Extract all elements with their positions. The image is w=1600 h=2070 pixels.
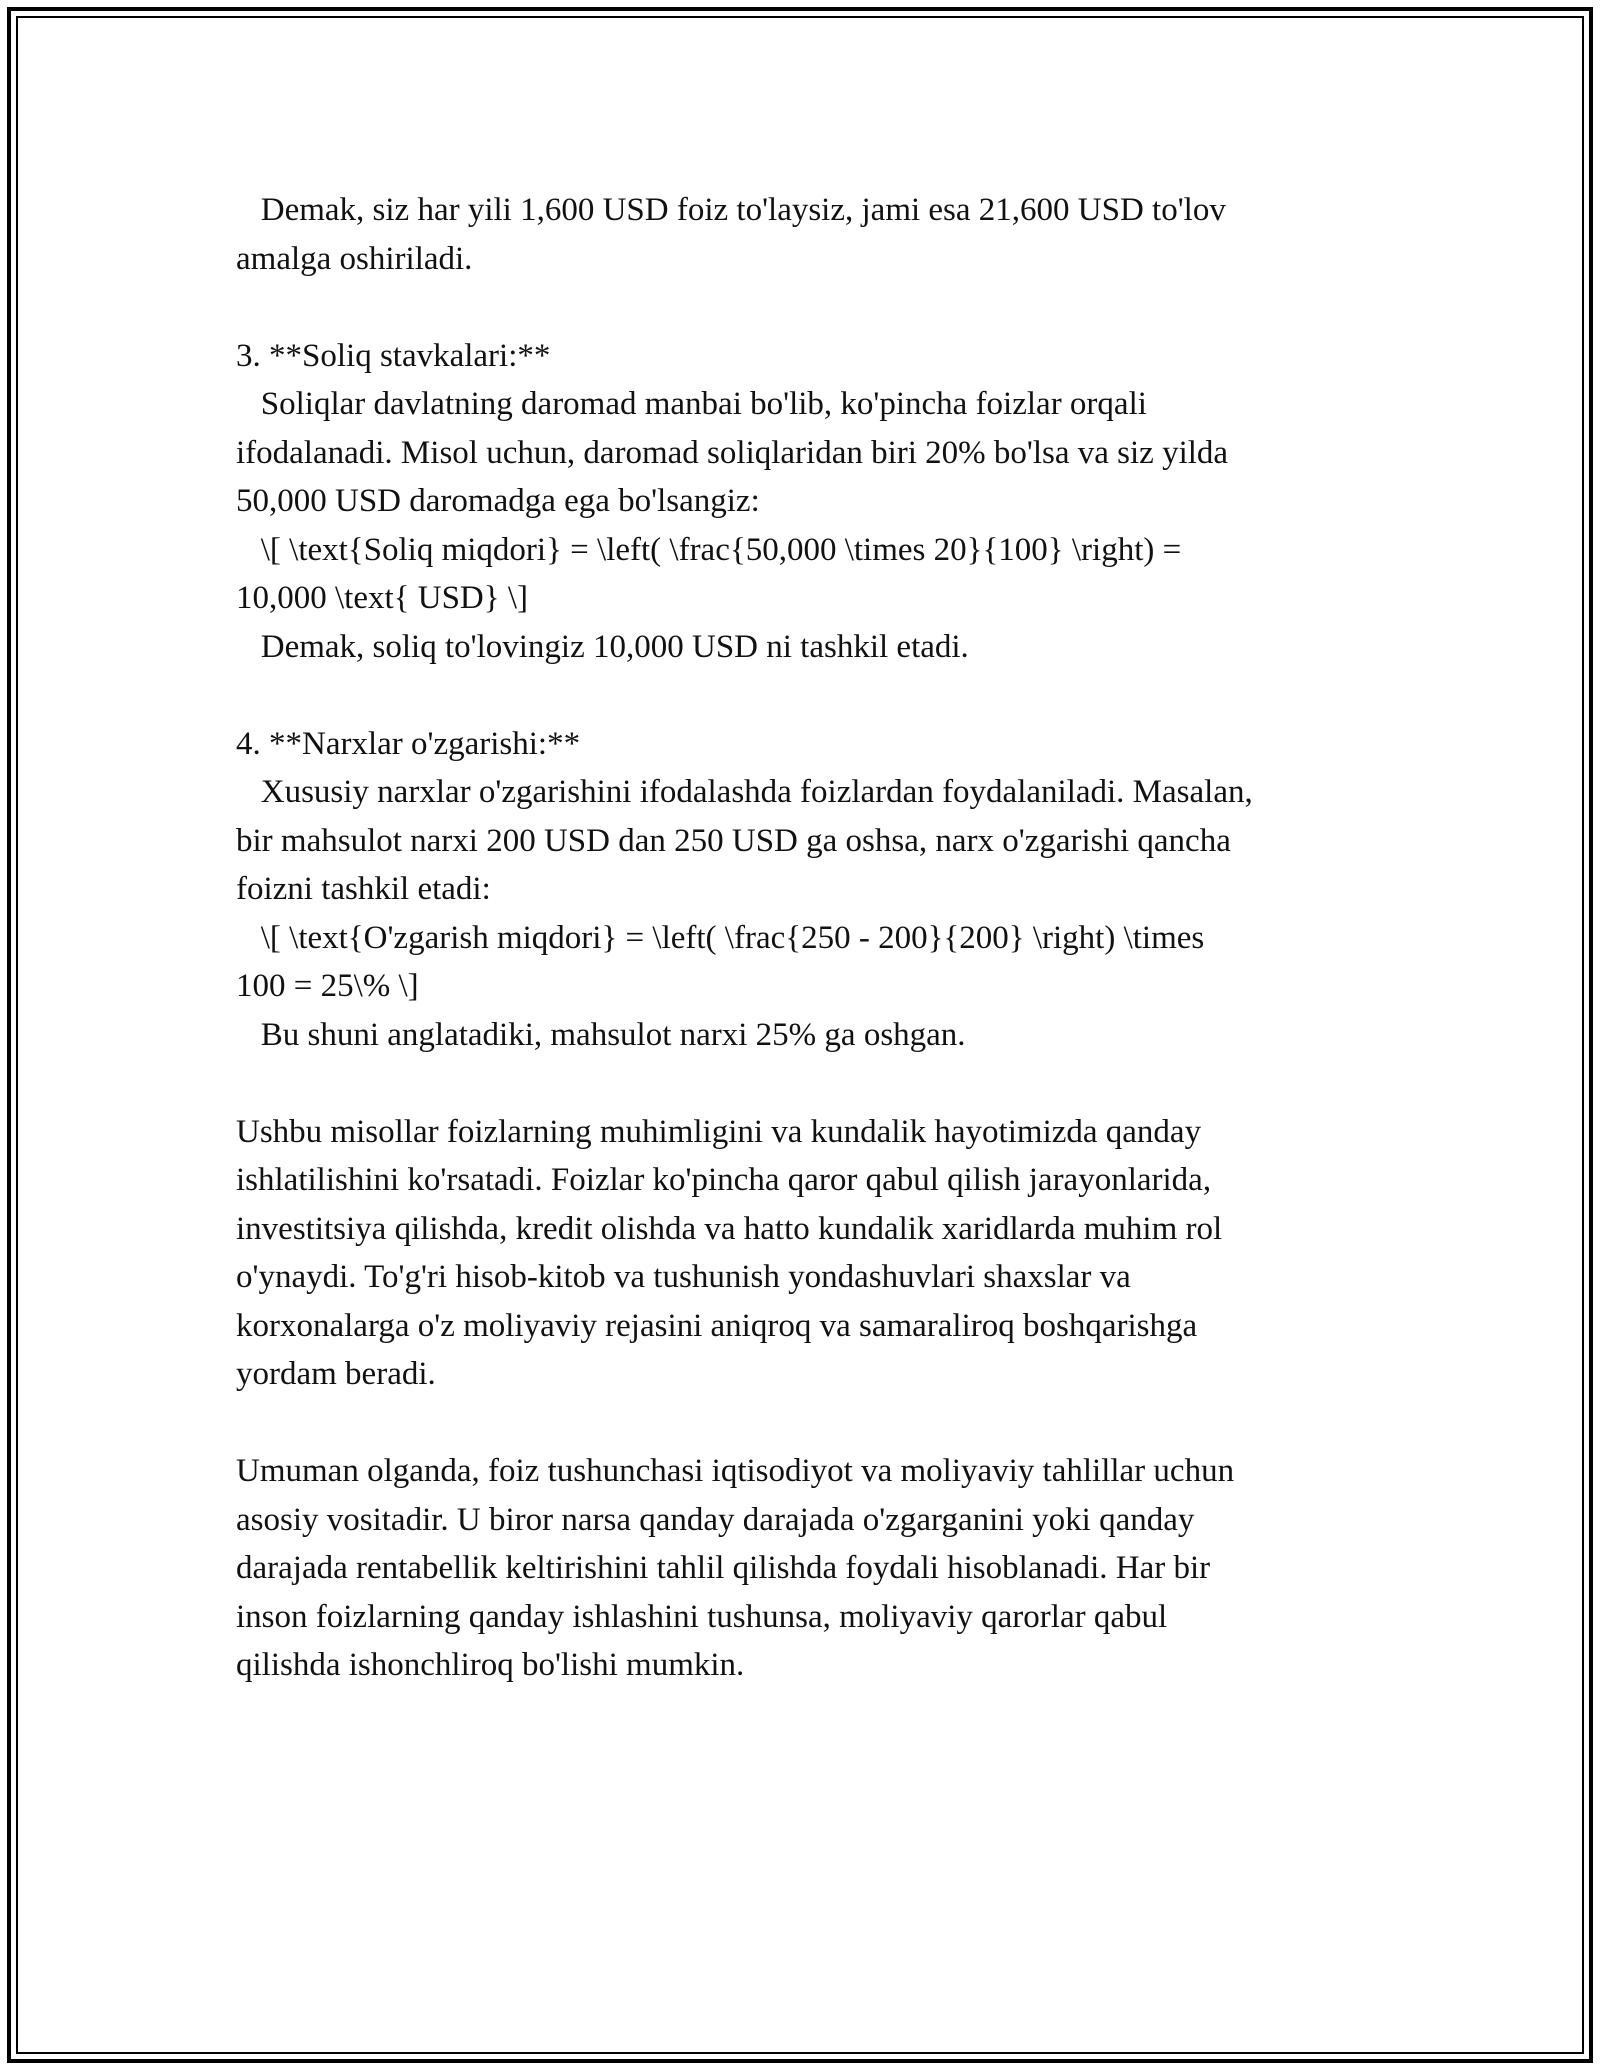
- section-price-changes: [236, 720, 1386, 1060]
- section-heading: 4. **Narxlar o'zgarishi:**: [236, 725, 581, 762]
- section-heading: 3. **Soliq stavkalari:**: [236, 337, 551, 374]
- text-line: darajada rentabellik keltirishini tahlil qilishda foydali hisoblanadi. Har bir: [236, 1550, 1211, 1586]
- text-line: inson foizlarning qanday ishlashini tushunsa, moliyaviy qarorlar qabul: [236, 1598, 1168, 1635]
- paragraph-spacer: [236, 1399, 1386, 1448]
- paragraph-conclusion: [236, 1447, 1386, 1690]
- text-line: ishlatilishini ko'rsatadi. Foizlar ko'pincha qaror qabul qilish jarayonlarida,: [236, 1162, 1212, 1198]
- text-line: Demak, soliq to'lovingiz 10,000 USD ni tashkil etadi.: [236, 628, 969, 665]
- paragraph-spacer: [236, 283, 1386, 332]
- paragraph-spacer: [236, 1059, 1386, 1108]
- text-line: bir mahsulot narxi 200 USD dan 250 USD ga oshsa, narx o'zgarishi qancha: [236, 822, 1231, 859]
- formula-line: 100 = 25\% \]: [236, 968, 419, 1004]
- text-line: investitsiya qilishda, kredit olishda va hatto kundalik xaridlarda muhim rol: [236, 1210, 1223, 1247]
- text-line: Demak, siz har yili 1,600 USD foiz to'laysiz, jami esa 21,600 USD to'lov: [236, 192, 1226, 228]
- text-line: korxonalarga o'z moliyaviy rejasini aniqroq va samaraliroq boshqarishga: [236, 1307, 1198, 1344]
- paragraph-spacer: [236, 671, 1386, 720]
- text-line: amalga oshiriladi.: [236, 240, 473, 277]
- text-line: Soliqlar davlatning daromad manbai bo'lib, ko'pincha foizlar orqali: [236, 386, 1147, 422]
- paragraph-intro: [236, 186, 1386, 283]
- text-line: foizni tashkil etadi:: [236, 871, 491, 907]
- formula-line: \[ \text{O'zgarish miqdori} = \left( \frac{250 - 200}{200} \right) \times: [236, 919, 1205, 956]
- paragraph-examples: [236, 1108, 1386, 1399]
- formula-line: 10,000 \text{ USD} \]: [236, 580, 529, 616]
- text-line: 50,000 USD daromadga ega bo'lsangiz:: [236, 483, 760, 519]
- text-line: Umuman olganda, foiz tushunchasi iqtisodiyot va moliyaviy tahlillar uchun: [236, 1453, 1235, 1489]
- text-line: asosiy vositadir. U biror narsa qanday darajada o'zgarganini yoki qanday: [236, 1501, 1195, 1538]
- formula-line: \[ \text{Soliq miqdori} = \left( \frac{50,000 \times 20}{100} \right) =: [236, 531, 1182, 568]
- document-body: [236, 186, 1386, 1690]
- text-line: Ushbu misollar foizlarning muhimligini va kundalik hayotimizda qanday: [236, 1113, 1202, 1150]
- text-line: Bu shuni anglatadiki, mahsulot narxi 25% ga oshgan.: [236, 1016, 966, 1053]
- text-line: ifodalanadi. Misol uchun, daromad soliqlaridan biri 20% bo'lsa va siz yilda: [236, 434, 1229, 471]
- text-line: o'ynaydi. To'g'ri hisob-kitob va tushunish yondashuvlari shaxslar va: [236, 1259, 1131, 1295]
- text-line: yordam beradi.: [236, 1356, 436, 1392]
- text-line: qilishda ishonchliroq bo'lishi mumkin.: [236, 1647, 745, 1683]
- section-tax-rates: [236, 332, 1386, 672]
- text-line: Xususiy narxlar o'zgarishini ifodalashda foizlardan foydalaniladi. Masalan,: [236, 774, 1253, 810]
